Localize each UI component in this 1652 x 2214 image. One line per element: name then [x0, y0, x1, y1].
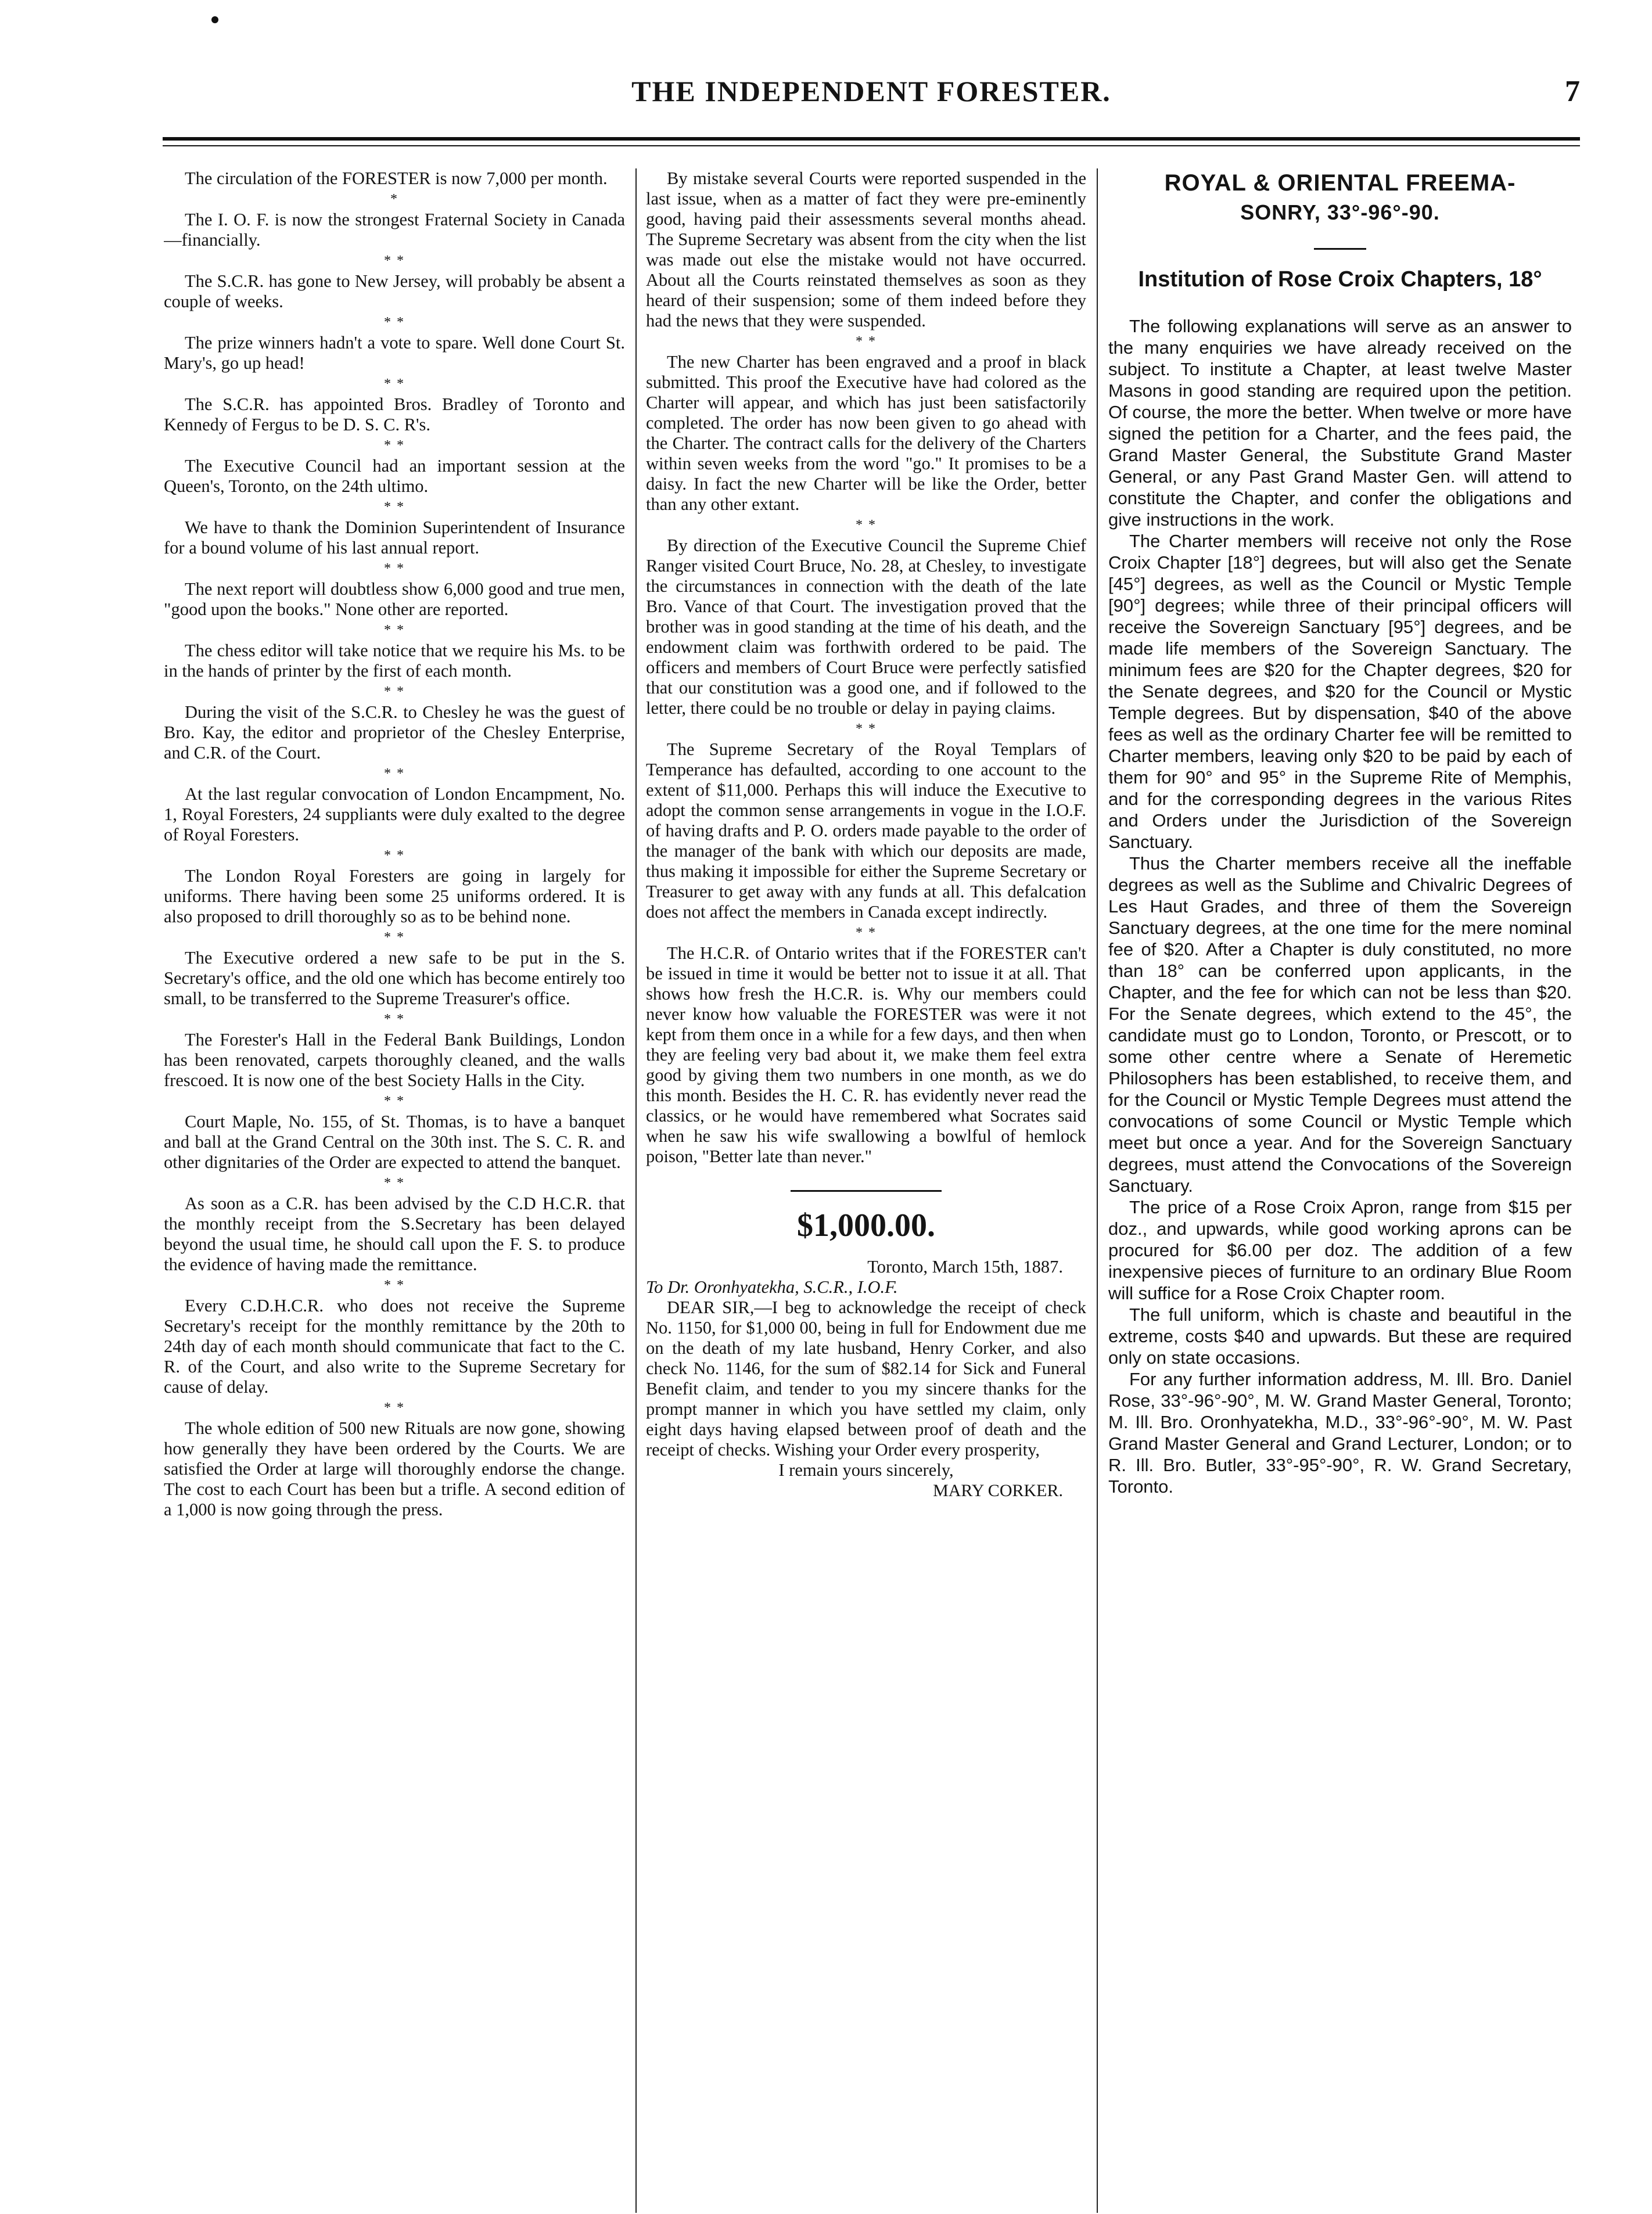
letter-title: $1,000.00.	[646, 1190, 1086, 1244]
news-item: The new Charter has been engraved and a proof in black submitted. This proof the Executive have had colored as the Charter will appear, and which has just been satisfactorily completed. The order has now been given to go ahead with the Charter. The contract calls for the delivery of the Charters within seven weeks from the word "go." It promises to be a daisy. In fact the new Charter will be like the Order, better than any other extant.	[646, 352, 1086, 514]
section-subheading: Institution of Rose Croix Chapters, 18°	[1138, 267, 1542, 292]
article-paragraph: The following explanations will serve as an answer to the many enquiries we have already received on the subject. To institute a Chapter, at least twelve Master Masons in good standing are required upon the petition. Of course, the more the better. When twelve or more have signed the petition for a Charter, and the fees paid, the Grand Master General, the Substitute Grand Master General, or any Past Grand Master Gen. will attend to constitute the Chapter, and confer the obligations and give instructions in the work.	[1108, 316, 1572, 530]
separator-asterisks: * *	[384, 1094, 405, 1109]
letter-signature: MARY CORKER.	[933, 1481, 1063, 1500]
separator-asterisks: * *	[384, 623, 405, 638]
separator-asterisks: * *	[384, 253, 405, 268]
separator-asterisks: * *	[384, 438, 405, 453]
column-divider-1	[635, 168, 637, 2213]
column-3	[1108, 168, 1572, 2191]
separator-asterisks: * *	[856, 334, 877, 349]
article-paragraph: For any further information address, M. Ill. Bro. Daniel Rose, 33°-96°-90°, M. W. Grand Master General, Toronto; M. Ill. Bro. Oronhyatekha, M.D., 33°-96°-90°, M. W. Past Grand Master General and Grand Lecturer, London; or to R. Ill. Bro. Butler, 33°-95°-90°, R. W. Grand Secretary, Toronto.	[1108, 1369, 1572, 1497]
separator-asterisks: * *	[856, 721, 877, 736]
separator-asterisks: * *	[384, 684, 405, 699]
separator-asterisks: * *	[384, 499, 405, 515]
separator-asterisks: * *	[384, 766, 405, 781]
print-speck	[211, 16, 218, 23]
column-divider-2	[1097, 168, 1098, 2213]
section-heading	[1108, 168, 1572, 227]
separator-asterisks: * *	[384, 1176, 405, 1191]
news-item: The London Royal Foresters are going in largely for uniforms. There having been some 25 uniforms ordered. It is also proposed to drill thoroughly so as to be behind none.	[164, 866, 625, 926]
news-item: At the last regular convocation of London Encampment, No. 1, Royal Foresters, 24 suppliants were duly exalted to the degree of Royal Foresters.	[164, 784, 625, 844]
letter-date: Toronto, March 15th, 1887.	[867, 1257, 1063, 1277]
news-item: The prize winners hadn't a vote to spare. Well done Court St. Mary's, go up head!	[164, 333, 625, 373]
separator-asterisks: * *	[856, 925, 877, 940]
news-item: The circulation of the FORESTER is now 7,000 per month.	[185, 168, 608, 188]
letter-addressee: To Dr. Oronhyatekha, S.C.R., I.O.F.	[646, 1277, 898, 1297]
section-heading-line-2: SONRY, 33°-96°-90.	[1240, 200, 1440, 224]
news-item: The Supreme Secretary of the Royal Templars of Temperance has defaulted, according to one account to the extent of $11,000. Perhaps this will induce the Executive to adopt the common sense arrangements in vogue in the I.O.F. of having drafts and P. O. orders made payable to the order of the manager of the bank with which our deposits are made, thus making it impossible for either the Supreme Secretary or Treasurer to get away with any funds at all. This defalcation does not affect the members in Canada except indirectly.	[646, 739, 1086, 922]
section-heading-line-1: ROYAL & ORIENTAL FREEMA-	[1164, 170, 1516, 196]
article-paragraph: The price of a Rose Croix Apron, range from $15 per doz., and upwards, while good working aprons can be procured for $6.00 per doz. The addition of a few inexpensive pieces of furniture to an ordinary Blue Room will suffice for a Rose Croix Chapter room.	[1108, 1197, 1572, 1303]
news-item: The Forester's Hall in the Federal Bank Buildings, London has been renovated, carpets thoroughly cleaned, and the walls frescoed. It is now one of the best Society Halls in the City.	[164, 1030, 625, 1090]
separator-asterisks: * *	[384, 315, 405, 330]
news-item: By mistake several Courts were reported suspended in the last issue, when as a matter of fact they were pre-eminently good, having paid their assessments several months ahead. The Supreme Secretary was absent from the city when the list was made out else the mistake would not have occurred. About all the Courts reinstated themselves as soon as they heard of their suspension; some of them indeed before they had the news that they were suspended.	[646, 168, 1086, 330]
column-1	[164, 168, 625, 2191]
page-number: 7	[1565, 75, 1580, 108]
letter-closing: I remain yours sincerely,	[778, 1460, 954, 1480]
news-item: By direction of the Executive Council the Supreme Chief Ranger visited Court Bruce, No. 28, at Chesley, to investigate the circumstances in connection with the death of the late Bro. Vance of that Court. The investigation proved that the brother was in good standing at the time of his death, and the endowment claim was forthwith ordered to be paid. The officers and members of Court Bruce were perfectly satisfied that our constitution was a good one, and if followed to the letter, there could be no trouble or delay in paying claims.	[646, 535, 1086, 718]
page-header	[163, 74, 1580, 130]
column-2	[646, 168, 1086, 2191]
article-paragraph: The full uniform, which is chaste and beautiful in the extreme, costs $40 and upwards. But these are required only on state occasions.	[1108, 1304, 1572, 1368]
letter-body: DEAR SIR,—I beg to acknowledge the receipt of check No. 1150, for $1,000 00, being in full for Endowment due me on the death of my late husband, Henry Corker, and also check No. 1146, for the sum of $82.14 for Sick and Funeral Benefit claim, and tender to you my sincere thanks for the prompt manner in which you have settled my claim, only eight days having elapsed between proof of death and the receipt of checks. Wishing your Order every prosperity,	[646, 1298, 1086, 1460]
separator-asterisks: * *	[384, 848, 405, 863]
separator-asterisks: *	[390, 192, 398, 207]
news-item: The I. O. F. is now the strongest Fraternal Society in Canada—financially.	[164, 210, 625, 250]
article-paragraph: Thus the Charter members receive all the ineffable degrees as well as the Sublime and Chivalric Degrees of Les Haut Grades, and three of them the Sovereign Sanctuary degrees, at the one time for the mere nominal fee of $20. After a Chapter is duly constituted, no more than 18° can be conferred upon applicants, in the Chapter, and the fee for which can not be less than $20. For the Senate degrees, which extend to the 45°, the candidate must go to London, Toronto, or Prescott, or to some other centre where a Senate of Heremetic Philosophers has been established, to receive them, and for the Council or Mystic Temple Degrees must attend the convocations of some Council or Mystic Temple which meet but once a year. And for the Sovereign Sanctuary degrees, must attend the Convocations of the Sovereign Sanctuary.	[1108, 853, 1572, 1196]
header-rule-thick	[163, 137, 1580, 141]
separator-asterisks: * *	[384, 1012, 405, 1027]
separator-asterisks: * *	[384, 376, 405, 391]
section-rule	[1314, 248, 1366, 250]
news-item: The chess editor will take notice that we require his Ms. to be in the hands of printer by the first of each month.	[164, 641, 625, 681]
news-item: The next report will doubtless show 6,000 good and true men, "good upon the books." None other are reported.	[164, 579, 625, 619]
news-item: We have to thank the Dominion Superintendent of Insurance for a bound volume of his last annual report.	[164, 517, 625, 558]
separator-asterisks: * *	[384, 561, 405, 576]
separator-asterisks: * *	[384, 1278, 405, 1293]
separator-asterisks: * *	[384, 930, 405, 945]
news-item: As soon as a C.R. has been advised by the C.D H.C.R. that the monthly receipt from the S.Secretary has been delayed beyond the usual time, he should call upon the F. S. to produce the evidence of having made the remittance.	[164, 1194, 625, 1274]
news-item: The Executive ordered a new safe to be put in the S. Secretary's office, and the old one which has become entirely too small, to be transferred to the Supreme Treasurer's office.	[164, 948, 625, 1008]
news-item: Court Maple, No. 155, of St. Thomas, is to have a banquet and ball at the Grand Central on the 30th inst. The S. C. R. and other dignitaries of the Order are expected to attend the banquet.	[164, 1112, 625, 1172]
news-item: During the visit of the S.C.R. to Chesley he was the guest of Bro. Kay, the editor and proprietor of the Chesley Enterprise, and C.R. of the Court.	[164, 702, 625, 763]
news-item: The S.C.R. has gone to New Jersey, will probably be absent a couple of weeks.	[164, 271, 625, 311]
article-paragraph: The Charter members will receive not only the Rose Croix Chapter [18°] degrees, but will also get the Senate [45°] degrees, as well as the Council or Mystic Temple [90°] degrees; while three of their principal officers will receive the Sovereign Sanctuary [95°] degrees, and be made life members of the Sovereign Sanctuary. The minimum fees are $20 for the Chapter degrees, $20 for the Senate degrees, and $20 for the Council or Mystic Temple degrees. But by dispensation, $40 of the above fees as well as the ordinary Charter fee will be remitted to Charter members, leaving only $20 to be paid by each of them for 90° and 95° in the Supreme Rite of Memphis, and for the corresponding degrees in the various Rites and Orders under the Jurisdiction of the Sovereign Sanctuary.	[1108, 531, 1572, 852]
news-item: The Executive Council had an important session at the Queen's, Toronto, on the 24th ultimo.	[164, 456, 625, 496]
news-item: The S.C.R. has appointed Bros. Bradley of Toronto and Kennedy of Fergus to be D. S. C. R's.	[164, 394, 625, 434]
separator-asterisks: * *	[856, 517, 877, 533]
news-item: Every C.D.H.C.R. who does not receive the Supreme Secretary's receipt for the monthly remittance by the 20th to 24th day of each month should communicate that fact to the C. R. of the Court, and also write to the Supreme Secretary for cause of delay.	[164, 1296, 625, 1397]
news-item: The whole edition of 500 new Rituals are now gone, showing how generally they have been ordered by the Courts. We are satisfied the Order at large will thoroughly endorse the change. The cost to each Court has been but a trifle. A second edition of a 1,000 is now going through the press.	[164, 1418, 625, 1519]
header-rule-thin	[163, 145, 1580, 146]
news-item: The H.C.R. of Ontario writes that if the FORESTER can't be issued in time it would be better not to issue it at all. That shows how fresh the H.C.R. is. Why our members could never know how valuable the FORESTER was were it not kept from them once in a while for a few days, and then when they are feeling very bad about it, we make them feel extra good by giving them two numbers in one month, as we do this month. Besides the H. C. R. has evidently never read the classics, or he would have remembered what Socrates said when he saw his wife swallowing a bowlful of hemlock poison, "Better late than never."	[646, 943, 1086, 1166]
page-title: THE INDEPENDENT FORESTER.	[631, 75, 1111, 107]
separator-asterisks: * *	[384, 1400, 405, 1415]
